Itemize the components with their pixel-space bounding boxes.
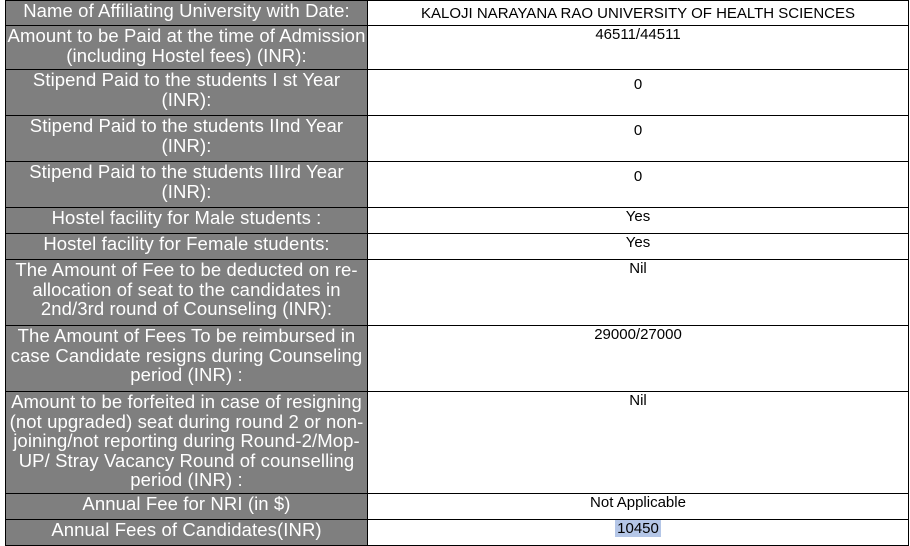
table-row xyxy=(6,520,909,546)
row-value-reimbursement: 29000/27000 xyxy=(368,326,909,392)
row-value-hostel-female: Yes xyxy=(368,234,909,260)
row-value-forfeit-amount: Nil xyxy=(368,392,909,494)
table-row xyxy=(6,162,909,208)
row-value-reallocation-deduction: Nil xyxy=(368,260,909,326)
table-row xyxy=(6,234,909,260)
row-label-reimbursement: The Amount of Fees To be reimbursed in case Candidate resigns during Counseling period (INR) : xyxy=(6,326,368,392)
row-value-annual-fees xyxy=(368,520,909,546)
row-label-stipend-2nd-year: Stipend Paid to the students IInd Year (INR): xyxy=(6,116,368,162)
fee-details-table xyxy=(5,0,909,546)
row-label-admission-amount: Amount to be Paid at the time of Admission (including Hostel fees) (INR): xyxy=(6,26,368,70)
table-row xyxy=(6,26,909,70)
table-row xyxy=(6,208,909,234)
row-label-annual-fees: Annual Fees of Candidates(INR) xyxy=(6,520,368,546)
row-value-nri-fee: Not Applicable xyxy=(368,494,909,520)
row-label-reallocation-deduction: The Amount of Fee to be deducted on re-allocation of seat to the candidates in 2nd/3rd round of Counseling (INR): xyxy=(6,260,368,326)
table-row xyxy=(6,392,909,494)
table-row xyxy=(6,260,909,326)
row-value-hostel-male: Yes xyxy=(368,208,909,234)
row-label-stipend-1st-year: Stipend Paid to the students I st Year (INR): xyxy=(6,70,368,116)
row-label-nri-fee: Annual Fee for NRI (in $) xyxy=(6,494,368,520)
row-value-stipend-1st-year: 0 xyxy=(368,70,909,116)
row-value-stipend-2nd-year: 0 xyxy=(368,116,909,162)
row-label-stipend-3rd-year: Stipend Paid to the students IIIrd Year (INR): xyxy=(6,162,368,208)
row-value-university: KALOJI NARAYANA RAO UNIVERSITY OF HEALTH SCIENCES xyxy=(368,1,909,26)
table-row xyxy=(6,1,909,26)
table-row xyxy=(6,70,909,116)
table-row xyxy=(6,326,909,392)
row-label-hostel-male: Hostel facility for Male students : xyxy=(6,208,368,234)
row-label-forfeit-amount: Amount to be forfeited in case of resigning (not upgraded) seat during round 2 or non-joining/not reporting during Round-2/Mop-UP/ Stray Vacancy Round of counselling period (INR) : xyxy=(6,392,368,494)
selected-text-highlight[interactable]: 10450 xyxy=(617,520,659,537)
table-row xyxy=(6,494,909,520)
row-label-university: Name of Affiliating University with Date: xyxy=(6,1,368,26)
row-label-hostel-female: Hostel facility for Female students: xyxy=(6,234,368,260)
table-row xyxy=(6,116,909,162)
row-value-admission-amount: 46511/44511 xyxy=(368,26,909,70)
row-value-stipend-3rd-year: 0 xyxy=(368,162,909,208)
